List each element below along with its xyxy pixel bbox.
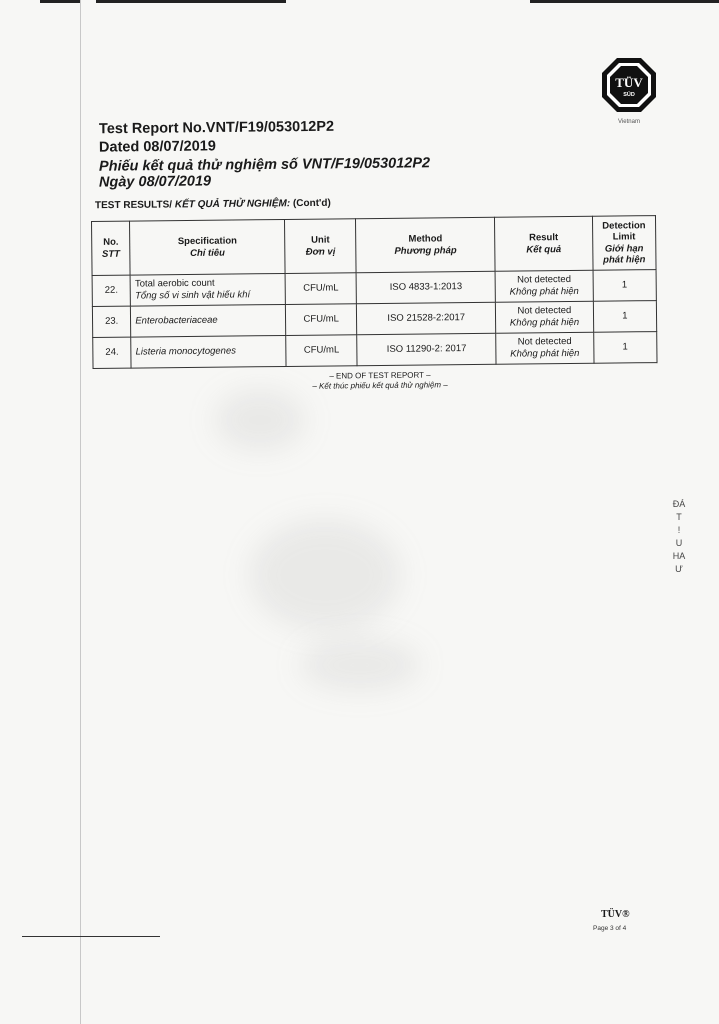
- scan-margin-line: [80, 0, 81, 1024]
- logo-text: TÜV: [615, 75, 643, 90]
- margin-mark: T: [676, 512, 682, 523]
- footer-rule: [22, 936, 160, 937]
- end-note-vi: – Kết thúc phiếu kết quả thử nghiệm –: [312, 380, 448, 392]
- footer-logo: TÜV®: [601, 909, 630, 920]
- margin-mark: HA: [672, 551, 686, 562]
- margin-mark: ĐÁ: [672, 499, 686, 509]
- section-title-vi: KẾT QUẢ THỬ NGHIỆM:: [174, 198, 291, 211]
- header-spec: Specification Chỉ tiêu: [130, 219, 285, 275]
- tuv-logo-icon: [601, 57, 657, 113]
- cell-no: 24.: [93, 337, 132, 368]
- scan-edge-bar: [530, 0, 719, 3]
- table-row: [93, 332, 657, 369]
- scan-smudge: [300, 640, 420, 690]
- margin-mark: Ư: [675, 564, 683, 575]
- header-result: Result Kết quả: [495, 216, 593, 271]
- report-number: Test Report No.VNT/F19/053012P2: [98, 118, 335, 138]
- cell-spec: Enterobacteriaceae: [131, 304, 286, 337]
- results-table: [91, 215, 658, 369]
- margin-stamp-marks: [672, 498, 686, 576]
- margin-mark: U: [675, 538, 683, 549]
- section-title: [95, 198, 331, 211]
- scan-smudge: [215, 390, 305, 450]
- cell-unit: CFU/mL: [285, 273, 357, 305]
- cell-method: ISO 4833-1:2013: [356, 271, 495, 303]
- cell-limit: 1: [593, 270, 657, 302]
- cell-unit: CFU/mL: [286, 335, 358, 367]
- cell-limit: 1: [593, 332, 657, 364]
- cell-method: ISO 11290-2: 2017: [357, 333, 496, 365]
- report-number-vi: Phiếu kết quả thử nghiệm số VNT/F19/053012P2: [98, 155, 431, 175]
- header-method: Method Phương pháp: [356, 217, 495, 272]
- cell-limit: 1: [593, 301, 657, 333]
- logo-caption: Vietnam: [618, 119, 640, 125]
- report-date-vi: Ngày 08/07/2019: [98, 173, 212, 191]
- cell-unit: CFU/mL: [285, 304, 357, 336]
- cell-result: Not detected Không phát hiện: [496, 301, 594, 333]
- report-date: Dated 08/07/2019: [98, 138, 216, 156]
- header-no: No. STT: [92, 221, 131, 275]
- margin-mark: !: [677, 525, 681, 536]
- cell-spec: Listeria monocytogenes: [131, 335, 286, 368]
- section-cont: (Cont'd): [292, 197, 331, 210]
- end-note-en: – END OF TEST REPORT –: [329, 370, 431, 381]
- scan-edge-bar: [96, 0, 286, 3]
- cell-no: 22.: [92, 275, 131, 306]
- end-of-report-note: [280, 370, 480, 393]
- cell-method: ISO 21528-2:2017: [357, 302, 496, 334]
- cell-spec: Total aerobic count Tổng số vi sinh vật hiếu khí: [130, 273, 285, 306]
- header-unit: Unit Đơn vị: [285, 219, 357, 274]
- header-limit: Detection Limit Giới hạn phát hiện: [592, 216, 656, 271]
- scan-edge-bar: [40, 0, 80, 3]
- section-title-en: TEST RESULTS/: [94, 199, 173, 212]
- cell-result: Not detected Không phát hiện: [496, 332, 594, 364]
- page-number: Page 3 of 4: [593, 925, 627, 932]
- cell-no: 23.: [92, 306, 131, 337]
- cell-result: Not detected Không phát hiện: [495, 270, 593, 302]
- logo-sub-text: SÜD: [623, 92, 635, 98]
- scan-smudge: [250, 520, 400, 630]
- table-header-row: [92, 216, 657, 276]
